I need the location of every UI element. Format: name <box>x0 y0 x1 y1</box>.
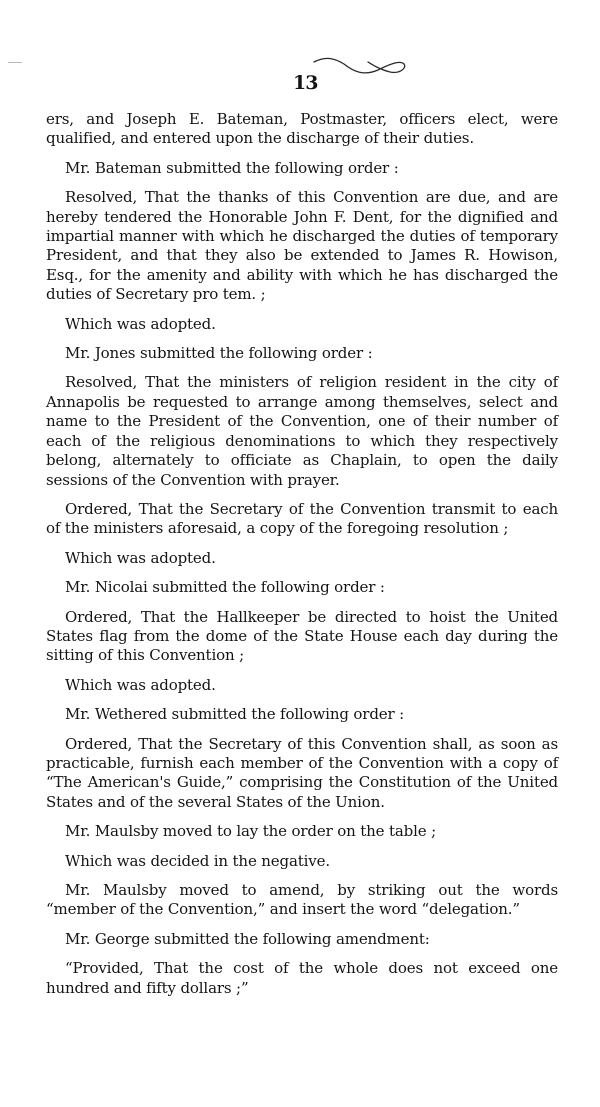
paragraph-maulsby-amend-motion: Mr. Maulsby moved to amend, by striking out the words “member of the Convention,” and insert the word “delegation.” <box>46 881 558 919</box>
paragraph-adopted: Which was adopted. <box>65 314 216 333</box>
paragraph-nicolai-order: Mr. Nicolai submitted the following order : <box>65 578 385 597</box>
paragraph-negative-decision: Which was decided in the negative. <box>65 851 330 870</box>
body-text <box>46 110 558 998</box>
paragraph-george-amendment: Mr. George submitted the following amendment: <box>65 929 430 948</box>
paragraph-adopted: Which was adopted. <box>65 675 216 694</box>
paragraph-officers-qualified: ers, and Joseph E. Bateman, Postmaster, officers elect, were qualified, and entered upon the discharge of their duties. <box>46 110 558 148</box>
paragraph-chaplain-resolution: Resolved, That the ministers of religion resident in the city of Annapolis be requested to arrange among themselves, select and name to the President of the Convention, one of their number of each of the religious denominations to which they respectively belong, alternately to officiate as Chaplain, to open the daily sessions of the Convention with prayer. <box>46 373 558 489</box>
paragraph-thanks-resolution: Resolved, That the thanks of this Convention are due, and are hereby tendered the Honorable John F. Dent, for the dignified and impartial manner with which he discharged the duties of temporary President, and that they also be extended to James R. Howison, Esq., for the amenity and ability with which he has discharged the duties of Secretary pro tem. ; <box>46 188 558 304</box>
page-number: 13 <box>293 72 318 94</box>
paragraph-jones-order: Mr. Jones submitted the following order : <box>65 344 373 363</box>
paragraph-wethered-order: Mr. Wethered submitted the following order : <box>65 705 405 724</box>
paragraph-provided-clause: “Provided, That the cost of the whole does not exceed one hundred and fifty dollars ;” <box>46 959 558 997</box>
pen-scribble-mark <box>312 52 408 84</box>
paragraph-bateman-order: Mr. Bateman submitted the following order : <box>65 158 399 177</box>
paragraph-adopted: Which was adopted. <box>65 548 216 567</box>
paragraph-guide-order: Ordered, That the Secretary of this Convention shall, as soon as practicable, furnish each member of the Convention with a copy of “The American's Guide,” comprising the Constitution of the United States and of the several States of the Union. <box>46 734 558 811</box>
margin-mark <box>8 62 22 63</box>
paragraph-secretary-transmit-order: Ordered, That the Secretary of the Convention transmit to each of the ministers aforesaid, a copy of the foregoing resolution ; <box>46 499 558 538</box>
paragraph-maulsby-table-motion: Mr. Maulsby moved to lay the order on the table ; <box>65 822 436 841</box>
paragraph-flag-order: Ordered, That the Hallkeeper be directed to hoist the United States flag from the dome of the State House each day during the sitting of this Convention ; <box>46 607 558 665</box>
